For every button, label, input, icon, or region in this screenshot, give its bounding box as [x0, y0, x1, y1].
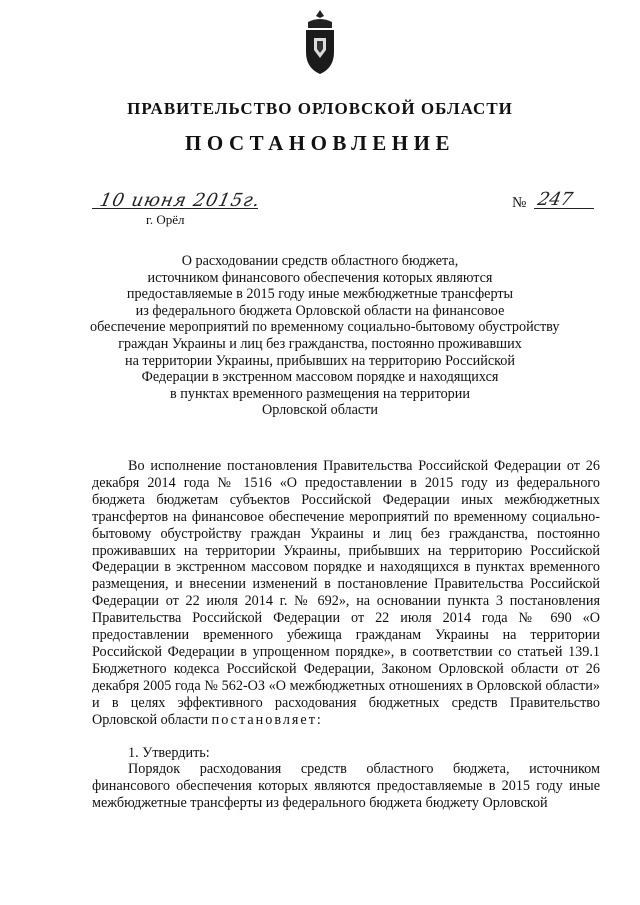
subject-line: Федерации в экстренном массовом порядке и находящихся [141, 369, 499, 386]
number-label: № [512, 195, 527, 211]
document-type-title: ПОСТАНОВЛЕНИЕ [185, 131, 455, 155]
subject-line: из федерального бюджета Орловской области на финансовое [135, 302, 505, 319]
subject-line: на территории Украины, прибывших на территорию Российской [125, 352, 515, 369]
preamble-paragraph [92, 458, 600, 729]
subject-line: граждан Украины и лиц без гражданства, постоянно проживавших [118, 335, 522, 352]
coat-of-arms-emblem [300, 8, 340, 78]
handwritten-date: 10 июня 2015г. [97, 190, 263, 211]
subject-line: источником финансового обеспечения которых являются [147, 269, 493, 286]
document-body [92, 458, 600, 812]
subject-line: Орловской области [261, 402, 379, 419]
subject-line: предоставляемые в 2015 году иные межбюджетные трансферты [126, 286, 514, 303]
handwritten-number: 247 [535, 189, 575, 210]
item-1-heading: 1. Утвердить: [128, 744, 210, 761]
subject-line: обеспечение мероприятий по временному социально-бытовому обустройству [90, 319, 560, 336]
subject-line: в пунктах временного размещения на территории [170, 385, 470, 402]
item-1-paragraph: Порядок расходования средств областного бюджета, источником финансового обеспечения которых являются предоставляемые в 2015 году иные межбюджетные трансферты из федерального бюджета бюджету Орловской [92, 761, 600, 812]
city-label: г. Орёл [146, 212, 185, 227]
number-underline [534, 208, 594, 209]
organization-title: ПРАВИТЕЛЬСТВО ОРЛОВСКОЙ ОБЛАСТИ [127, 99, 513, 118]
document-subject [90, 253, 560, 419]
date-underline [92, 208, 258, 209]
resolves-keyword: постановляет: [211, 711, 323, 728]
subject-line: О расходовании средств областного бюджета, [181, 253, 459, 269]
preamble-text: Во исполнение постановления Правительства Российской Федерации от 26 декабря 2014 года № 1516 «О предоставлении в 2015 году из федерального бюджета бюджетам субъектов Российской Федерации иных межбюджетных трансфертов на финансовое обеспечение мероприятий по временному социально-бытовому обустройству граждан Украины и лиц без гражданства, постоянно проживавших на территории Украины, прибывших на территорию Российской Федерации в экстренном массовом порядке и находящихся в пунктах временного размещения, и внесении изменений в постановление Правительства Российской Федерации от 22 июля 2014 г. № 692», на основании пункта 3 постановления Правительства Российской Федерации от 22 июля 2014 года № 690 «О предоставлении временного убежища гражданам Украины на территории Российской Федерации в упрощенном порядке», в соответствии со статьей 139.1 Бюджетного кодекса Российской Федерации, Законом Орловской области от 26 декабря 2005 года № 562-ОЗ «О межбюджетных отношениях в Орловской области» и в целях эффективного расходования бюджетных средств Правительство Орловской области [92, 458, 600, 728]
